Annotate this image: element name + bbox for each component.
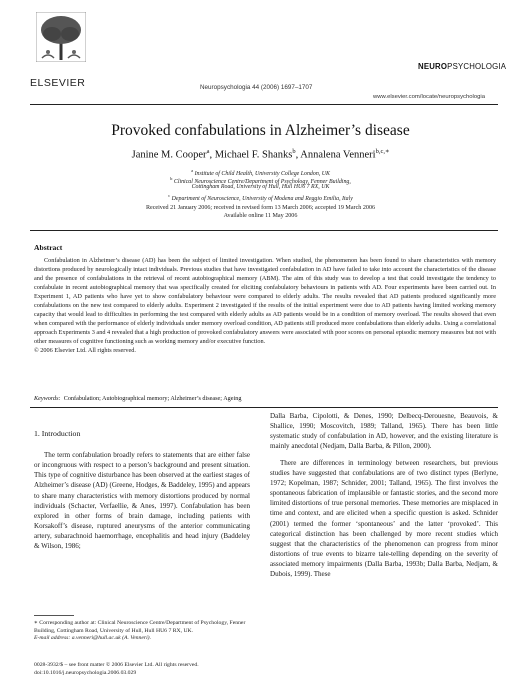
right-column — [270, 411, 498, 580]
author-name: Janine M. Cooper — [131, 149, 207, 161]
header-rule — [30, 104, 498, 105]
journal-name-light: PSYCHOLOGIA — [447, 62, 507, 71]
left-column — [34, 450, 250, 552]
author-name: Michael F. Shanks — [214, 149, 293, 161]
footnote-corresponding: ∗ Corresponding author at: Clinical Neuroscience Centre/Department of Psychology, Fenner Building, Cottingham Road, University of Hull, Hull HU6 7 RX, UK. — [34, 620, 246, 634]
title-rule — [30, 230, 498, 231]
affiliation-sup: a — [191, 168, 194, 173]
affiliation — [0, 183, 521, 191]
affiliation-text: Institute of Child Health, University College London, UK — [194, 170, 330, 177]
affiliation-text: Cottingham Road, University of Hull, Hull HU6 7 RX, UK — [191, 184, 330, 190]
elsevier-tree-icon — [36, 12, 86, 62]
doi-line[interactable]: doi:10.1016/j.neuropsychologia.2006.03.029 — [34, 669, 137, 676]
keywords-text: Confabulation; Autobiographical memory; Alzheimer’s disease; Ageing — [63, 395, 242, 402]
abstract-rule — [30, 407, 498, 408]
abstract-heading: Abstract — [34, 243, 63, 252]
footnote-email[interactable]: E-mail address: a.venneri@hull.ac.uk (A. Venneri). — [34, 635, 152, 642]
paragraph: There are differences in terminology between researchers, but previous studies have suggested that confabulations are of two distinct types (Berlyne, 1972; Kopelman, 1987; Schnider, 2001; Talland, 1965). The first involves the spontaneous fabrication of implausible or fantastic stories, and the second more limited distortions of true personal memories. These memories are misplaced in time and context, and are elicited when a specific question is asked. Schnider (2001) termed the former ‘spontaneous’ and the latter ‘provoked’. This categorical distinction has been challenged by more recent studies which suggest that the characteristics of the phenomenon can progress from minor distortions of true events to bizarre tale-telling depending on the severity of associated memory impairments (Dalla Barba, 1993b; Dalla Barba, Nedjam, & Dubois, 1999). These — [270, 458, 498, 579]
journal-name — [418, 62, 506, 71]
journal-name-bold: NEURO — [418, 62, 448, 71]
abstract-copyright: © 2006 Elsevier Ltd. All rights reserved. — [34, 347, 136, 355]
available-date: Available online 11 May 2006 — [223, 213, 298, 219]
abstract-text: Confabulation in Alzheimer’s disease (AD) has been the subject of limited investigation. When studied, the phenomenon has been found to share characteristics with memory distortions produced by neurologically intact individuals. Previous studies that have investigated confabulation in AD have failed to take into account the characteristics of the disease and the presence of confabulations in the retrieval of recent autobiographical memory (ABM). The aim of this study was to develop a test that could investigate the tendency to confabulate in recent autobiographical memory that was specifically created for eliciting confabulatory behaviours in patients with AD. Four experiments have been carried out. In Experiment 1, AD patients who have yet to show confabulatory behaviour were compared to elderly adults. The results revealed that AD patients produced significantly more confabulations on the new test compared to elderly adults. Experiment 2 investigated if the results of the initial experiment were due to AD patients having limited working memory capacity that would lead to difficulties in performing the test compared with elderly adults as AD patients would be in a condition of memory overload. The results showed that even when compared with the performance of elderly individuals under memory overload condition, AD patients still produced more confabulations than elderly adults. Using a correlational approach Experiments 3 and 4 revealed that a high production of provoked confabulatory answers were associated with poor scores on personal episodic memory measures but not with other measures of cognitive functioning such as working memory and/or executive function. — [34, 257, 496, 346]
paragraph: The term confabulation broadly refers to statements that are either false or incongruous with respect to a person’s background and present situation. This type of cognitive disturbance has been observed at the earliest stages of Alzheimer’s disease (AD) (Greene, Hodges, & Baddeley, 1995) and appears to share many characteristics with memory distortions produced by normal individuals (Schacter, Verfaellie, & Anes, 1997). Confabulation has been explored in other forms of brain damage, including patients with Korsakoff’s disease, ruptured aneurysms of the anterior communicating artery, subarachnoid haemorrhage, encephalitis and head injury (Baddeley & Wilson, 1986; — [34, 451, 250, 551]
paragraph: Dalla Barba, Cipolotti, & Denes, 1990; Delbecq-Derouesne, Beauvois, & Shallice, 1990; Moscovitch, 1989; Talland, 1965). There has been little systematic study of confabulation in AD, however, and the existing literature is mainly anecdotal (Nedjam, Dalla Barba, & Pillon, 2000). — [270, 412, 498, 451]
front-matter-line: 0028-3932/$ – see front matter © 2006 Elsevier Ltd. All rights reserved. — [34, 662, 199, 668]
footnote — [34, 620, 259, 643]
affiliation-text: Clinical Neuroscience Centre/Department of Psychology, Fenner Building, — [173, 178, 351, 185]
article-title: Provoked confabulations in Alzheimer’s disease — [111, 122, 410, 139]
section-heading: 1. Introduction — [34, 429, 81, 438]
publisher-name: ELSEVIER — [30, 77, 86, 89]
author-sup: a — [206, 148, 210, 155]
elsevier-logo — [30, 10, 92, 76]
affiliation-text: Department of Neuroscience, University of Modena and Reggio Emilia, Italy — [171, 195, 353, 202]
affiliation-sup: b — [170, 176, 173, 181]
keywords — [34, 395, 494, 402]
keywords-label: Keywords: — [34, 395, 61, 402]
received-dates: Received 21 January 2006; received in revised form 13 March 2006; accepted 19 March 2006 — [145, 205, 376, 211]
affiliation — [0, 192, 521, 203]
abstract-body — [34, 256, 496, 356]
author-name: Annalena Venneri — [300, 149, 376, 161]
journal-url[interactable]: www.elsevier.com/locate/neuropsychologia — [373, 94, 485, 100]
author-sup: b — [292, 148, 296, 155]
author-list: Janine M. Cooper$^a$, Michael F. Shanks$^b$, Annalena Venneri$^{b,c,∗}$ — [131, 148, 390, 161]
affiliation-sup: c — [168, 193, 171, 198]
journal-reference: Neuropsychologia 44 (2006) 1697–1707 — [200, 84, 313, 91]
author-sup[interactable]: b,c,∗ — [375, 148, 390, 155]
page-footer — [34, 662, 199, 677]
footnote-rule — [34, 615, 74, 616]
